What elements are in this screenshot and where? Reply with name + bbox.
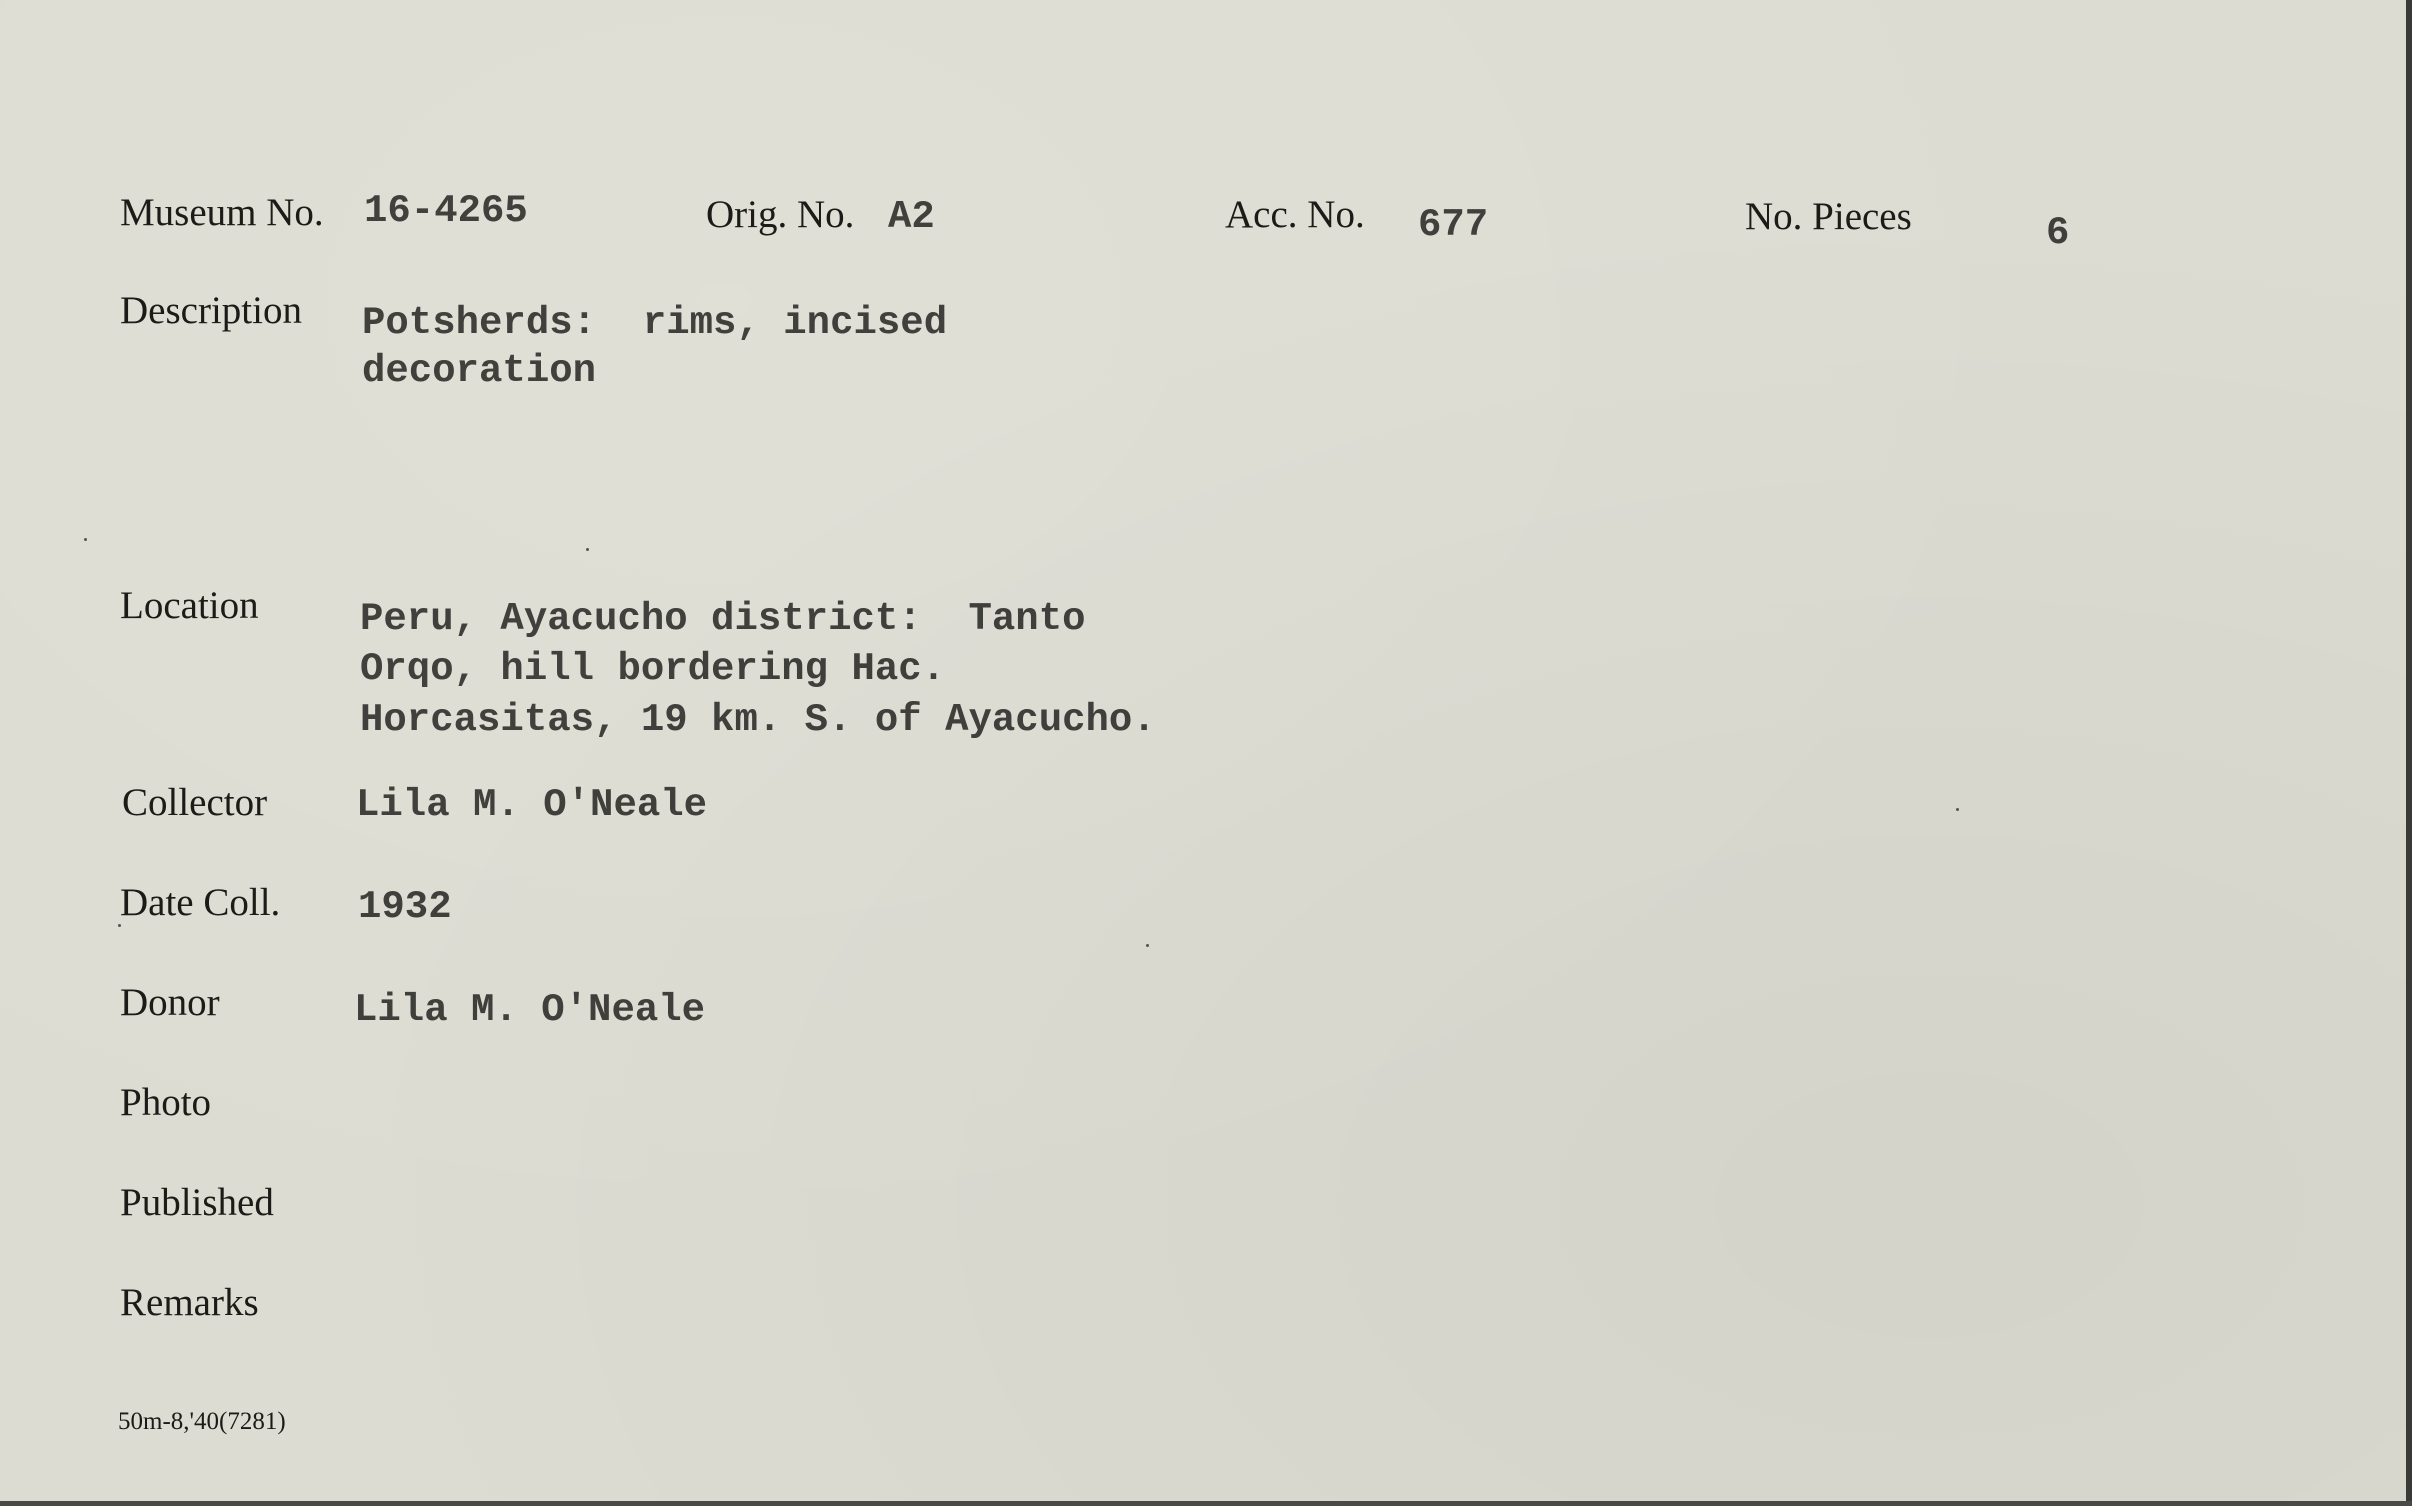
description-label: Description (120, 289, 302, 332)
location-line-2: Orqo, hill bordering Hac. (360, 647, 946, 691)
no-pieces-value: 6 (2046, 211, 2070, 255)
card-edge-right (2406, 0, 2412, 1506)
description-line-1: Potsherds: rims, incised (362, 301, 948, 345)
location-line-1: Peru, Ayacucho district: Tanto (360, 597, 1086, 641)
remarks-label: Remarks (120, 1281, 259, 1324)
location-label: Location (120, 584, 259, 627)
date-coll-label: Date Coll. (120, 881, 281, 924)
date-coll-value: 1932 (358, 885, 452, 929)
photo-label: Photo (120, 1081, 212, 1124)
orig-no-label: Orig. No. (706, 193, 855, 236)
donor-value: Lila M. O'Neale (354, 988, 706, 1032)
paper-speck (586, 548, 589, 551)
acc-no-value: 677 (1418, 203, 1489, 247)
published-label: Published (120, 1181, 274, 1224)
acc-no-label: Acc. No. (1225, 193, 1365, 236)
museum-no-label: Museum No. (120, 191, 324, 234)
form-code: 50m-8,'40(7281) (118, 1408, 286, 1435)
paper-speck (84, 538, 87, 541)
paper-speck (1146, 944, 1149, 947)
collector-value: Lila M. O'Neale (356, 783, 708, 827)
donor-label: Donor (120, 981, 220, 1024)
location-line-3: Horcasitas, 19 km. S. of Ayacucho. (360, 698, 1156, 742)
no-pieces-label: No. Pieces (1745, 195, 1912, 238)
description-line-2: decoration (362, 349, 597, 393)
card-edge-bottom (0, 1501, 2412, 1506)
orig-no-value: A2 (888, 195, 935, 239)
collector-label: Collector (122, 781, 268, 824)
paper-speck (118, 924, 121, 927)
paper-speck (1956, 808, 1959, 811)
museum-no-value: 16-4265 (364, 189, 528, 233)
